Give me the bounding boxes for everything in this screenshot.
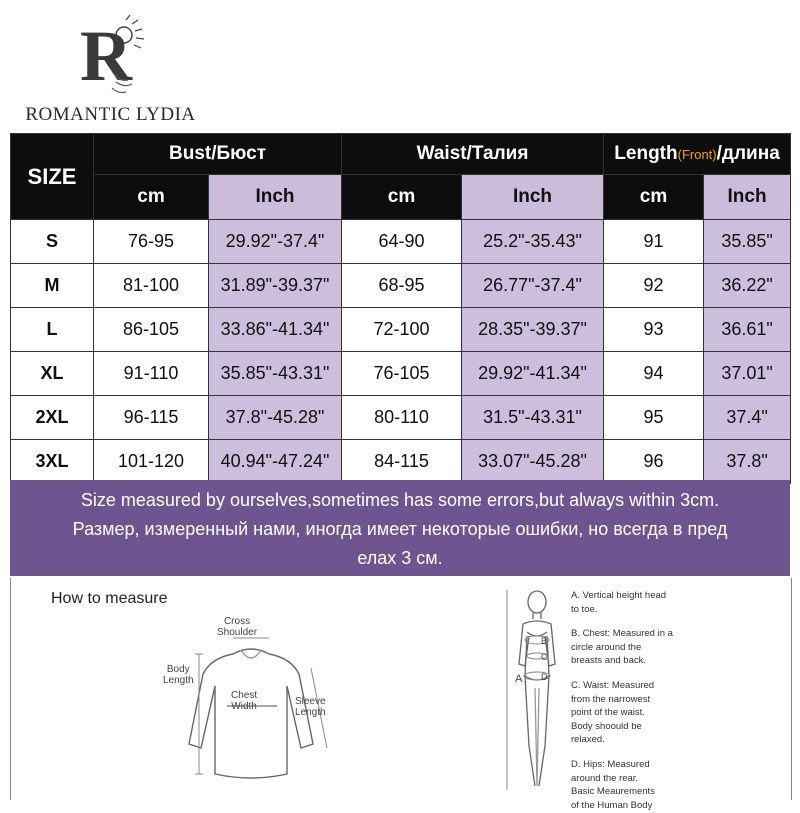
bust-cm-header: cm [94, 175, 209, 220]
bust-cm-cell: 76-95 [94, 220, 209, 264]
length-label-ru: /длина [716, 143, 780, 164]
note-c [571, 680, 681, 746]
note-a-line1: A. Vertical height head [571, 590, 667, 601]
size-cell: 2XL [11, 396, 94, 440]
measurement-note [10, 480, 790, 576]
length-cm-cell: 96 [604, 440, 704, 484]
brand-logo-mark [74, 14, 154, 98]
waist-cm-header: cm [342, 175, 462, 220]
body-length-label [163, 664, 194, 686]
table-row [11, 396, 791, 440]
size-cell: XL [11, 352, 94, 396]
waist-cm-cell: 64-90 [342, 220, 462, 264]
table-row [11, 352, 791, 396]
length-label: Length [614, 143, 678, 164]
note-c-line5: relaxed. [571, 734, 605, 746]
size-column-header: SIZE [11, 134, 94, 220]
note-line-ru: Размер, измеренный нами, иногда имеет некоторые ошибки, но всегда в пред [72, 519, 728, 539]
note-line-ru-cont: елах 3 см. [357, 548, 443, 568]
bust-group-header: Bust/Бюст [94, 134, 342, 175]
note-c-line2: from the narrowest [571, 693, 651, 705]
note-b-line2: circle around the [571, 641, 642, 653]
length-inch-cell: 37.01" [704, 352, 791, 396]
figure-label-a: A [515, 673, 523, 685]
waist-inch-cell: 25.2"-35.43" [462, 220, 604, 264]
size-cell: S [11, 220, 94, 264]
chest-width-label-line2: Width [231, 701, 257, 712]
cross-shoulder-label-line2: Shoulder [217, 627, 258, 638]
bust-inch-cell: 33.86"-41.34" [209, 308, 342, 352]
note-line-en: Size measured by ourselves,sometimes has some errors,but always within 3cm. [80, 490, 720, 510]
cross-shoulder-label [217, 616, 257, 638]
note-d-line2: around the rear. [571, 772, 639, 784]
length-inch-header: Inch [704, 175, 791, 220]
note-b-line1: B. Chest: Measured in a [571, 628, 673, 640]
length-cm-cell: 91 [604, 220, 704, 264]
waist-group-header: Waist/Талия [342, 134, 604, 175]
waist-cm-cell: 76-105 [342, 352, 462, 396]
brand-logo [8, 6, 218, 134]
length-front-note: (Front) [677, 147, 717, 162]
waist-inch-cell: 33.07"-45.28" [462, 440, 604, 484]
figure-label-b: B [541, 636, 548, 646]
bust-cm-cell: 86-105 [94, 308, 209, 352]
size-cell: L [11, 308, 94, 352]
length-inch-cell: 37.4" [704, 396, 791, 440]
sleeve-length-label-line2: Length [295, 707, 326, 718]
note-d-line1: D. Hips: Measured [571, 758, 650, 770]
how-to-measure-panel [10, 578, 792, 811]
waist-cm-cell: 68-95 [342, 264, 462, 308]
length-inch-cell: 36.61" [704, 308, 791, 352]
bust-cm-cell: 96-115 [94, 396, 209, 440]
bust-cm-cell: 81-100 [94, 264, 209, 308]
table-row [11, 308, 791, 352]
note-d-line4: of the Human Body [571, 799, 653, 811]
size-cell: 3XL [11, 440, 94, 484]
body-length-label-line1: Body [166, 664, 190, 675]
sleeve-length-label [295, 696, 326, 718]
note-b [571, 628, 681, 667]
table-unit-row [11, 175, 791, 220]
length-inch-cell: 37.8" [704, 440, 791, 484]
size-chart-table [10, 133, 791, 484]
note-a [571, 590, 681, 615]
note-d-line3: Basic Meaurements [571, 786, 655, 798]
note-d [571, 759, 681, 811]
waist-cm-cell: 84-115 [342, 440, 462, 484]
note-a-line2: to toe. [571, 603, 598, 615]
length-inch-cell: 36.22" [704, 264, 791, 308]
chest-width-label-line1: Chest [231, 690, 258, 701]
waist-inch-cell: 28.35"-39.37" [462, 308, 604, 352]
body-figure-icon [499, 584, 569, 796]
length-cm-cell: 95 [604, 396, 704, 440]
waist-inch-cell: 31.5"-43.31" [462, 396, 604, 440]
waist-inch-cell: 29.92"-41.34" [462, 352, 604, 396]
body-length-label-line2: Length [163, 675, 194, 686]
waist-cm-cell: 72-100 [342, 308, 462, 352]
table-row [11, 264, 791, 308]
figure-label-d: D [541, 672, 548, 682]
note-c-line3: point of the waist. [571, 707, 645, 719]
length-group-header [604, 134, 791, 175]
measurement-instructions [571, 590, 681, 813]
bust-cm-cell: 91-110 [94, 352, 209, 396]
length-cm-cell: 94 [604, 352, 704, 396]
note-c-line1: C. Waist: Measured [571, 679, 655, 691]
table-header-row [11, 134, 791, 175]
cross-shoulder-label-line1: Cross [223, 616, 251, 627]
bust-cm-cell: 101-120 [94, 440, 209, 484]
brand-name: ROMANTIC LYDIA [25, 104, 196, 125]
note-b-line3: breasts and back. [571, 655, 646, 667]
bust-inch-cell: 29.92"-37.4" [209, 220, 342, 264]
length-cm-cell: 93 [604, 308, 704, 352]
bust-inch-header: Inch [209, 175, 342, 220]
bust-inch-cell: 40.94"-47.24" [209, 440, 342, 484]
table-row [11, 220, 791, 264]
how-to-measure-title: How to measure [51, 590, 168, 607]
note-c-line4: Body shoould be [571, 720, 642, 732]
waist-inch-cell: 26.77"-37.4" [462, 264, 604, 308]
size-cell: M [11, 264, 94, 308]
length-cm-header: cm [604, 175, 704, 220]
length-inch-cell: 35.85" [704, 220, 791, 264]
chest-width-label [231, 690, 257, 712]
waist-inch-header: Inch [462, 175, 604, 220]
waist-cm-cell: 80-110 [342, 396, 462, 440]
sleeve-length-label-line1: Sleeve [295, 696, 326, 707]
length-cm-cell: 92 [604, 264, 704, 308]
figure-label-c: C [541, 652, 548, 662]
table-row [11, 440, 791, 484]
bust-inch-cell: 37.8"-45.28" [209, 396, 342, 440]
bust-inch-cell: 31.89"-39.37" [209, 264, 342, 308]
bust-inch-cell: 35.85"-43.31" [209, 352, 342, 396]
brand-initial: R [80, 16, 132, 96]
